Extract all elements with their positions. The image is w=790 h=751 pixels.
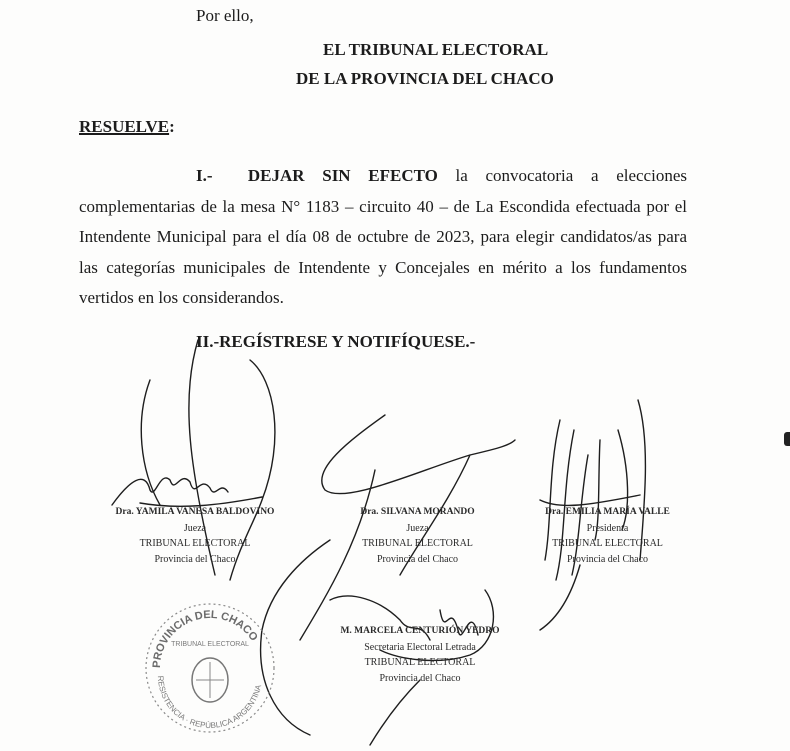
- signatory-province: Provincia del Chaco: [566, 553, 649, 565]
- signatory-org: TRIBUNAL ELECTORAL: [362, 538, 473, 549]
- resolve-label: RESUELVE: [79, 117, 170, 136]
- signatory-block: [100, 505, 290, 567]
- intro-text: Por ello,: [196, 6, 254, 25]
- resolution-item-2: II.-REGÍSTRESE Y NOTIFÍQUESE.-: [196, 332, 476, 351]
- item-1-bold-lead: DEJAR SIN EFECTO: [247, 166, 438, 185]
- signatory-role: Presidenta: [586, 522, 629, 534]
- signatory-name: Dra. YAMILA VANESA BALDOVINO: [115, 507, 275, 517]
- heading-line-1: EL TRIBUNAL ELECTORAL: [323, 40, 549, 59]
- signatory-province: Provincia del Chaco: [376, 553, 459, 565]
- signatory-block: [320, 624, 520, 686]
- seal-text-top: PROVINCIA DEL CHACO: [150, 608, 260, 669]
- seal-text-bottom: RESISTENCIA · REPÚBLICA ARGENTINA: [155, 675, 264, 731]
- item-1-text: la convocatoria a elecciones complementarias de la mesa N° 1183 – circuito 40 – de La Escondida efectuada por el Intendente Municipal para el día 08 de octubre de 2023, para elegir candidatos/as para las categorías municipales de Intendente y Concejales en mérito a los fundamentos vertidos en los considerandos.: [79, 166, 687, 307]
- signatory-org: TRIBUNAL ELECTORAL: [139, 538, 251, 549]
- page-edge-mark: [784, 432, 790, 446]
- seal-text-inner: TRIBUNAL ELECTORAL: [171, 641, 249, 648]
- signatory-org: TRIBUNAL ELECTORAL: [364, 657, 476, 668]
- signatory-role: Secretaria Electoral Letrada: [364, 641, 476, 653]
- signatory-role: Jueza: [406, 522, 429, 534]
- signatory-block: [335, 505, 500, 567]
- signatory-org: TRIBUNAL ELECTORAL: [552, 538, 663, 549]
- item-1-number: I.-: [196, 166, 213, 185]
- resolve-colon: :: [169, 117, 175, 136]
- signatory-block: [525, 505, 690, 567]
- tribunal-seal: [140, 598, 280, 738]
- signatory-role: Jueza: [183, 522, 207, 534]
- signatory-province: Provincia del Chaco: [379, 672, 461, 684]
- signatory-name: Dra. EMILIA MARÍA VALLE: [545, 507, 670, 517]
- signatory-name: Dra. SILVANA MORANDO: [360, 507, 475, 517]
- heading-line-2: DE LA PROVINCIA DEL CHACO: [296, 69, 554, 88]
- signatory-province: Provincia del Chaco: [154, 553, 236, 565]
- signatory-name: M. MARCELA CENTURIÓN YEDRO: [340, 626, 500, 636]
- signature-morando: [261, 415, 515, 735]
